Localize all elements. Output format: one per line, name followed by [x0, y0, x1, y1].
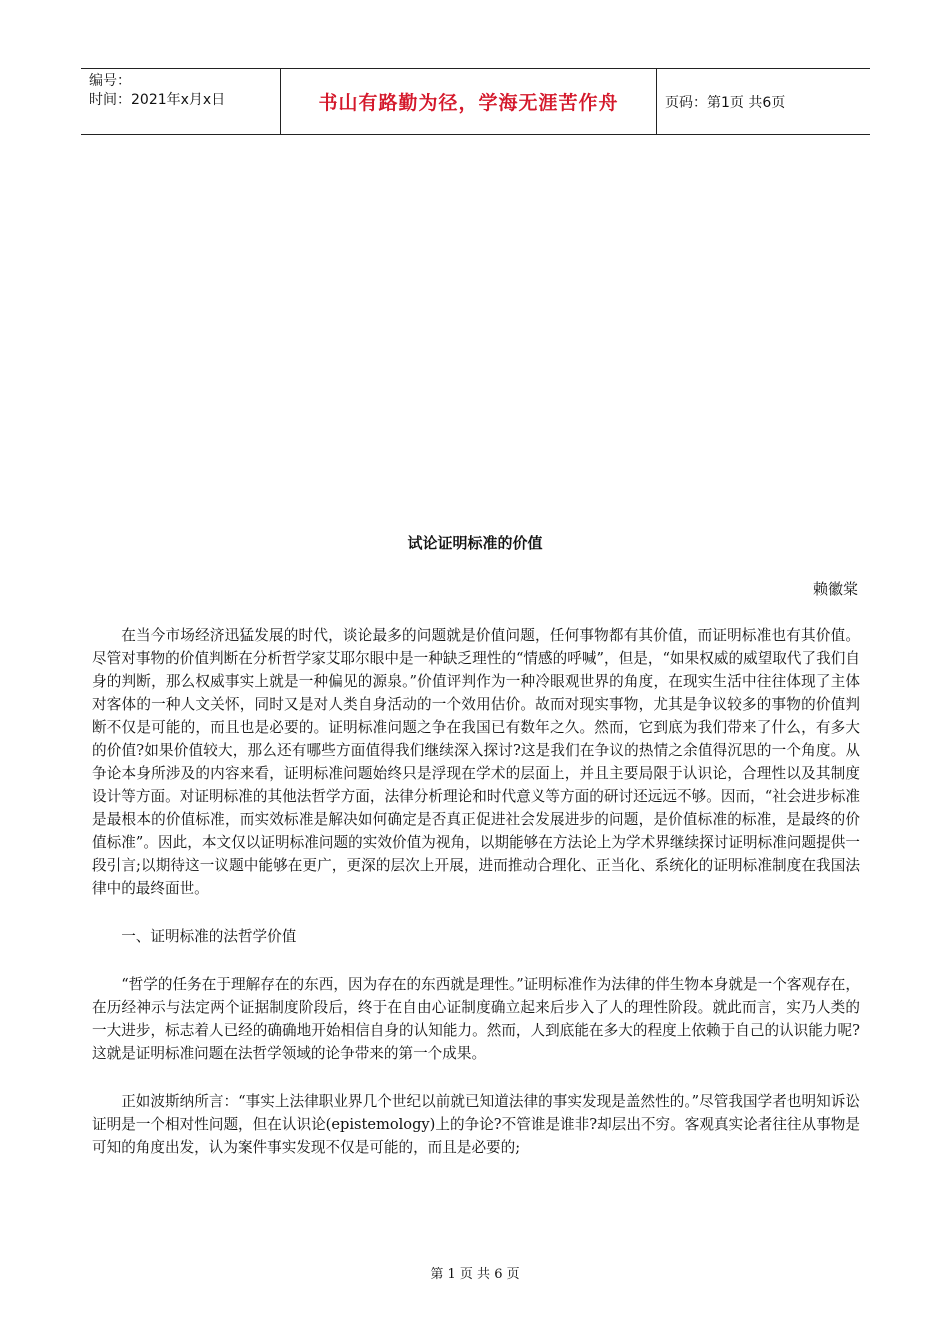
section-paragraph: 正如波斯纳所言：“事实上法律职业界几个世纪以前就已知道法律的事实发现是盖然性的。”尽管我国学者也明知诉讼证明是一个相对性问题，但在认识论(epistemology)上的争论?不管谁是谁非?却层出不穷。客观真实论者往往从事物是可知的角度出发，认为案件事实发现不仅是可能的，而且是必要的; [92, 1093, 860, 1156]
author-name: 赖徽棠 [812, 580, 858, 598]
header-page-code: 页码：第1页 共6页 [665, 94, 786, 111]
header-motto: 书山有路勤为径，学海无涯苦作舟 [281, 69, 657, 134]
document-body [92, 624, 860, 1184]
page-footer: 第 1 页 共 6 页 [430, 1267, 520, 1282]
section-paragraph: “哲学的任务在于理解存在的东西，因为存在的东西就是理性。”证明标准作为法律的伴生物本身就是一个客观存在，在历经神示与法定两个证据制度阶段后，终于在自由心证制度确立起来后步入了人的理性阶段。就此而言，实乃人类的一大进步，标志着人已经的确确地开始相信自身的认知能力。然而，人到底能在多大的程度上依赖于自己的认识能力呢?这就是证明标准问题在法哲学领域的论争带来的第一个成果。 [92, 976, 860, 1062]
section-heading: 一、证明标准的法哲学价值 [121, 928, 297, 945]
intro-paragraph: 在当今市场经济迅猛发展的时代，谈论最多的问题就是价值问题，任何事物都有其价值，而证明标准也有其价值。尽管对事物的价值判断在分析哲学家艾耶尔眼中是一种缺乏理性的“情感的呼喊”，但是，“如果权威的威望取代了我们自身的判断，那么权威事实上就是一种偏见的源泉。”价值评判作为一种冷眼观世界的角度，在现实生活中往往体现了主体对客体的一种人文关怀，同时又是对人类自身活动的一个效用估价。故而对现实事物，尤其是争议较多的事物的价值判断不仅是可能的，而且也是必要的。证明标准问题之争在我国已有数年之久。然而，它到底为我们带来了什么，有多大的价值?如果价值较大，那么还有哪些方面值得我们继续深入探讨?这是我们在争议的热情之余值得沉思的一个角度。从争论本身所涉及的内容来看，证明标准问题始终只是浮现在学术的层面上，并且主要局限于认识论，合理性以及其制度设计等方面。对证明标准的其他法哲学方面，法律分析理论和时代意义等方面的研讨还远远不够。因而，“社会进步标准是最根本的价值标准，而实效标准是解决如何确定是否真正促进社会发展进步的问题，是价值标准的标准，是最终的价值标准”。因此，本文仅以证明标准问题的实效价值为视角，以期能够在方法论上为学术界继续探讨证明标准问题提供一段引言;以期待这一议题中能够在更广，更深的层次上开展，进而推动合理化、正当化、系统化的证明标准制度在我国法律中的最终面世。 [92, 627, 860, 897]
header-meta [81, 69, 281, 134]
document-header [81, 68, 870, 135]
time-label: 时间：2021年x月x日 [89, 92, 226, 108]
document-title: 试论证明标准的价值 [407, 534, 543, 552]
number-label: 编号： [89, 73, 131, 89]
